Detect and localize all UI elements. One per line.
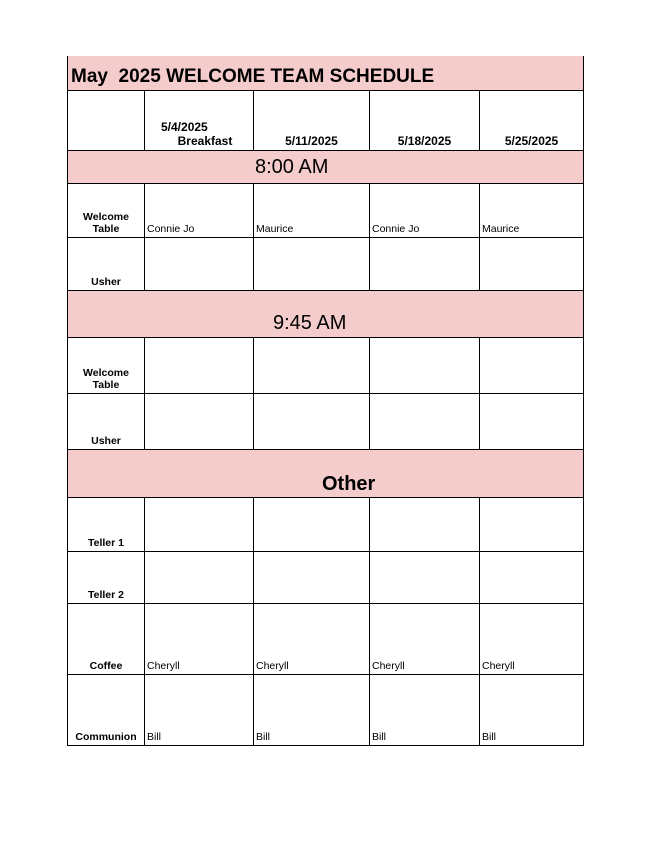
name-cell — [480, 394, 584, 450]
name-cell: Maurice — [480, 184, 584, 238]
table-row — [68, 338, 584, 394]
name-cell — [254, 238, 370, 291]
first-service-band-row — [68, 151, 584, 184]
name-cell — [480, 498, 584, 552]
header-date-1-label: 5/4/2025 — [161, 120, 208, 134]
name-cell — [254, 338, 370, 394]
table-row — [68, 238, 584, 291]
name-cell — [480, 338, 584, 394]
first-service-band — [68, 151, 584, 184]
role-label-usher: Usher — [68, 394, 145, 450]
name-cell: Cheryll — [370, 604, 480, 675]
name-cell: Bill — [480, 675, 584, 746]
schedule-title: May 2025 WELCOME TEAM SCHEDULE — [68, 56, 584, 91]
name-cell — [145, 552, 254, 604]
role-label-line2: Table — [92, 223, 120, 235]
role-label-communion: Communion — [68, 675, 145, 746]
name-cell: Cheryll — [145, 604, 254, 675]
second-service-band-row — [68, 291, 584, 338]
other-band — [68, 450, 584, 498]
welcome-team-schedule-table — [67, 56, 584, 746]
name-cell: Bill — [254, 675, 370, 746]
name-cell — [145, 498, 254, 552]
second-service-band — [68, 291, 584, 338]
role-label-teller-2: Teller 2 — [68, 552, 145, 604]
name-cell — [370, 238, 480, 291]
other-band-label: Other — [322, 473, 376, 495]
name-cell — [145, 394, 254, 450]
header-blank-cell — [68, 91, 145, 151]
name-cell: Cheryll — [480, 604, 584, 675]
name-cell — [480, 238, 584, 291]
role-label-line1: Welcome — [83, 367, 129, 379]
name-cell — [370, 552, 480, 604]
role-label-welcome-table — [68, 184, 145, 238]
name-cell — [370, 498, 480, 552]
name-cell — [254, 498, 370, 552]
table-row — [68, 184, 584, 238]
name-cell — [370, 338, 480, 394]
table-row — [68, 498, 584, 552]
name-cell — [480, 552, 584, 604]
name-cell: Connie Jo — [370, 184, 480, 238]
role-label-usher: Usher — [68, 238, 145, 291]
name-cell: Maurice — [254, 184, 370, 238]
other-band-row — [68, 450, 584, 498]
role-label-welcome-table — [68, 338, 145, 394]
name-cell: Cheryll — [254, 604, 370, 675]
header-date-2: 5/11/2025 — [254, 91, 370, 151]
name-cell: Bill — [370, 675, 480, 746]
header-date-4: 5/25/2025 — [480, 91, 584, 151]
table-row — [68, 604, 584, 675]
role-label-line2: Table — [92, 379, 120, 391]
name-cell: Connie Jo — [145, 184, 254, 238]
name-cell — [254, 394, 370, 450]
header-date-3: 5/18/2025 — [370, 91, 480, 151]
header-date-1-sublabel: Breakfast — [177, 134, 233, 148]
table-row — [68, 552, 584, 604]
first-service-time: 8:00 AM — [255, 155, 329, 178]
table-row — [68, 675, 584, 746]
name-cell — [145, 338, 254, 394]
title-row — [68, 56, 584, 91]
header-date-1 — [145, 91, 254, 151]
name-cell — [145, 238, 254, 291]
name-cell — [370, 394, 480, 450]
role-label-line1: Welcome — [83, 211, 129, 223]
table-row — [68, 394, 584, 450]
role-label-teller-1: Teller 1 — [68, 498, 145, 552]
role-label-coffee: Coffee — [68, 604, 145, 675]
date-header-row — [68, 91, 584, 151]
second-service-time: 9:45 AM — [273, 312, 347, 334]
name-cell: Bill — [145, 675, 254, 746]
name-cell — [254, 552, 370, 604]
